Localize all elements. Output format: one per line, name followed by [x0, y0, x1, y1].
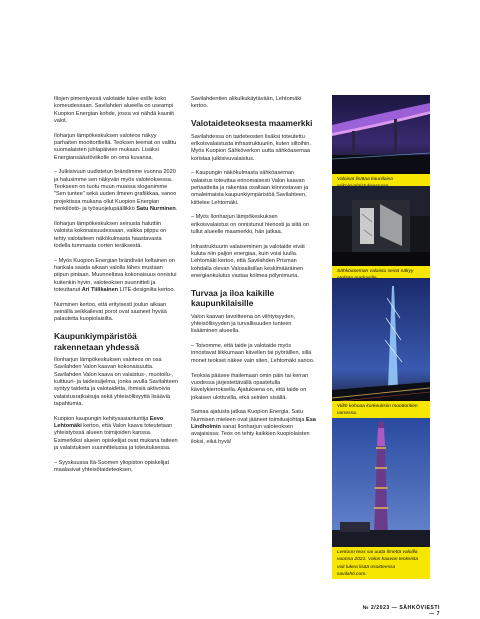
paragraph: – Myös Ilonharjun lämpökeskuksen erikoisvalaistus on onnistunut hienosti ja siitä on tullut alueelle maamerkki, hän jatkaa.	[191, 214, 310, 235]
section-heading: Kaupunkiympäristöä rakennetaan yhdessä	[54, 331, 140, 352]
bridge-night-photo	[332, 95, 430, 174]
paragraph	[191, 409, 316, 446]
paragraph: – Kaupungin näkökulmasta sähköaseman valaistus toteuttaa erinomaisesti Valon kaavan periaatteita ja rakentaa osaltaan kiinnostavan ja omaleimaista kaupunkiympäristöä Savilahteen, kiittelee Lehtomäki.	[191, 170, 309, 206]
issue-number: № 2/2023	[362, 605, 390, 611]
paragraph	[54, 258, 178, 295]
photo-caption: Sähköaseman valaistu seinä näkyy	[332, 266, 430, 288]
page-folio	[360, 605, 440, 617]
person-name: Ari Tiilikainen	[81, 286, 119, 293]
section-heading: Valotaideteoksesta maamerkki	[191, 118, 313, 129]
paragraph	[54, 169, 178, 213]
paragraph: Infrastruktuurin valaiseminen ja valotaide eivät kuluta niin paljon energiaa, kuin voisi luulla. Lehtomäki kertoo, että Savilahden Prisman kohdalla olevan Valosalisillan keskimääräinen energiankulutus vastaa kolmea pölynimuria.	[191, 243, 305, 280]
paragraph-text: Kuopion kaupungin kehitysasiantuntija	[54, 415, 150, 422]
paragraph: Nurminen kertoo, että erityisesti joulun aikaan seinällä seikkailevat porot ovat saaneet hyvää palautetta kuopiolaisilta.	[54, 301, 167, 323]
separator: —	[428, 611, 435, 617]
sculpture-photo	[332, 278, 430, 409]
substation-photo	[332, 186, 430, 266]
paragraph-text: .	[175, 206, 178, 213]
separator: —	[391, 605, 398, 611]
page-number: 7	[436, 611, 440, 617]
paragraph: Iloharjun lämpökeskuksen valoteos näkyy parhaiten moottoritieltä. Teoksen teemat on valittu suomalaisten juhlapäivien mukaan. Lisäksi Energiansäästöviikolle on oma kuvansa.	[54, 132, 177, 161]
chimney-photo	[332, 418, 430, 549]
person-name: Esa Lindholmin	[191, 416, 316, 430]
paragraph: – Toivomme, että taide ja valotaide myös innostavat liikkumaan kävellen tai pyöräillen, sillä monet teokset näkee vain siten, Lehtomäki sanoo.	[191, 343, 315, 364]
paragraph-text: kertoo, että Valon kaava toteutetaan yhteistyössä alueen toimijoiden kanssa. Esimerkiksi alueen opiskelijat ovat mukana taiteen ja valaistuksen suunnittelussa ja toteutuksessa.	[54, 423, 178, 452]
photo-caption: Viiltö kohoaa korkeuksiin moottoritien varressa.	[332, 401, 430, 423]
paragraph-text: sanat Ilonharjun valoteoksen avajaisissa: Teos on tehty kaikkien kuopiolaisten iloksi, eikä hyvä!	[191, 423, 310, 445]
paragraph: – Syyskuussa Itä-Suomen yliopiston opiskelijat maalasivat yhteisötaideteoksen,	[54, 459, 170, 474]
section-heading: Turvaa ja iloa kaikille kaupunkilaisille	[191, 287, 275, 309]
paragraph-text: – Julkisivuun uudistetun brändimme vuonna 2020 ja halusimme sen näkyvän myös valoteoksessa. Teokseen on tuotu muun muassa sloganimme "Sen tuntee" sekä uuden ilmeen grafiikkaa, sanoo projektissa mukana ollut Kuopion Energian henkilöstö- ja työsuojelupäällikkö	[54, 169, 177, 213]
photo-caption: Lentoon-teos sai uutta ilmettä valoilla vuonna 2021. Valon kaavan teoksista voit lukea lisää osoitteessa savilahti.com.	[332, 547, 430, 579]
paragraph-text: – Myös Kuopion Energian brändiväri keltainen on hankala saada aikaan valolla lähes mustaan piipun pintaan. Muunneltava kokonaisuus onnistui kuitenkin hyvin, valoteoksen suunnitteli ja toteuttanut	[54, 257, 177, 293]
paragraph: Savilahdessa on taideteosten lisäksi toteutettu erikoisvalaistusta infrastruktuuriin, kuten siltoihin. Myös Kuopion Sähköverkon uutta sähköasemaa koristaa julkisivuvalaistus.	[191, 133, 311, 162]
paragraph-text: Samaa ajatusta jatkaa Kuopion Energia. Satu Nurmisen mieleen ovat jääneet toimitusjohtaja	[191, 409, 307, 423]
paragraph: Teoksia pääsee ihailemaan omin päin tai kerran vuodessa järjestettävällä opastetulla kävelykierroksella. Ajatuksena on, että taide on jokaisen ulottuvilla, eikä seinien sisällä.	[191, 372, 309, 401]
photo-caption: Valoisat lisätaa kaunilaisa	[332, 174, 430, 196]
paragraph: Valon kaavan tavoitteena on viihtyisyyden, yhteisöllisyyden ja turvallisuuden tunteen lisääminen alueella.	[191, 313, 296, 335]
paragraph-text: LITE-designilta kertoo.	[118, 286, 176, 293]
paragraph	[54, 416, 178, 453]
person-name: Eevo Lehtomäki	[54, 415, 164, 430]
person-name: Satu Nurminen	[136, 206, 176, 213]
paragraph: Iloharjun lämpökeskuksen seinusta haluttiin valoista kokonaisuudessaan, vaikka piippu on tehty valotaiteen näkökulmasta haastavasta todella tummasta corten teräksestä.	[54, 220, 167, 249]
magazine-name: SÄHKÖVIESTI	[399, 605, 440, 611]
paragraph: Iltojen pimentyessä valotaide tulee esille koko komeudessaan. Savilahden alueella on useampi Kuopion Energian kohde, jossa voi nähdä kauniit valot.	[54, 96, 174, 125]
article-column-1	[54, 96, 178, 482]
paragraph: Ilonharjun lämpökeskuksen valoteos on osa Savilahden Valon kaavan kokonaisuutta. Savilahden Valon kaava on valaistus-, muotoilu-, kulttuuri- ja taidesuljelma, jonka avulla Savilahteen syntyy taidetta ja valotaidetta, ihmisiä aktivoivia valaistusratkaisuja sekä yhteisöllisyyttä lisääviä tapahtumia.	[54, 357, 178, 408]
article-column-2	[191, 96, 316, 453]
paragraph: Savilahdentien alikulkukäytävään, Lehtomäki kertoo.	[191, 96, 302, 110]
